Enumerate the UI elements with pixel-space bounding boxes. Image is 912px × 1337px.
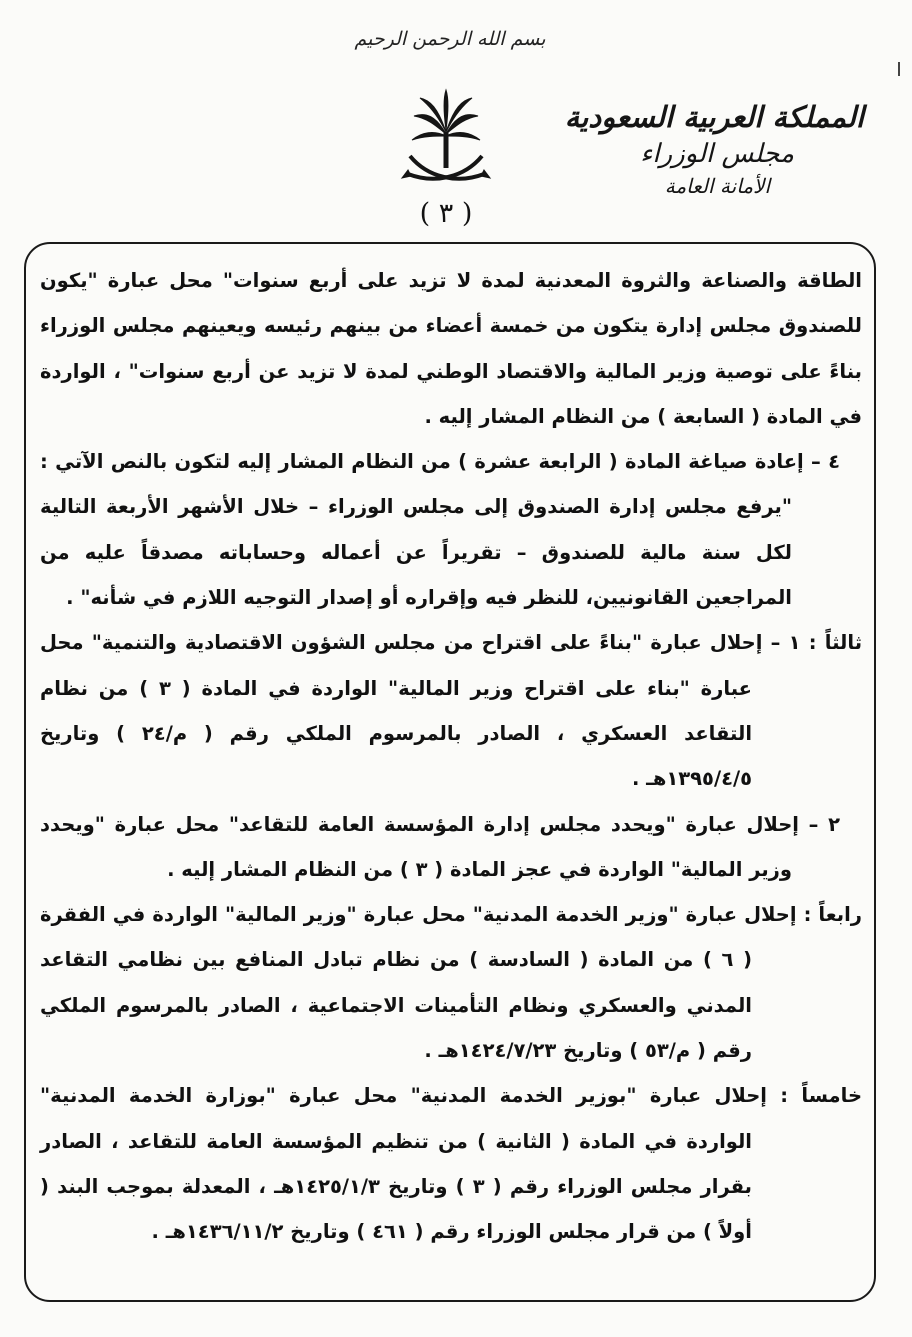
paragraph-third: ثالثاً : ١ – إحلال عبارة "بناءً على اقتراح من مجلس الشؤون الاقتصادية والتنمية" محل عبارة "بناء على اقتراح وزير المالية" الواردة في المادة ( ٣ ) من نظام التقاعد العسكري ، الصادر بالمرسوم الملكي رقم ( م/٢٤ ) وتاريخ ١٣٩٥/٤/٥هـ . — [40, 631, 863, 791]
paragraph-fourth: رابعاً : إحلال عبارة "وزير الخدمة المدنية" محل عبارة "وزير المالية" الواردة في الفقرة ( ٦ ) من المادة ( السادسة ) من نظام تبادل المنافع بين نظامي التقاعد المدني والعسكري ونظام التأمينات الاجتماعية ، الصادر بالمرسوم الملكي رقم ( م/٥٣ ) وتاريخ ١٤٢٤/٧/٢٣هـ . — [40, 903, 862, 1063]
letterhead-secretariat: الأمانة العامة — [664, 174, 770, 199]
basmala: بسم الله الرحمن الرحيم — [354, 28, 546, 50]
paragraph-third-item-2: ٢ – إحلال عبارة "ويحدد مجلس إدارة المؤسسة العامة للتقاعد" محل عبارة "ويحدد وزير المالية" الواردة في عجز المادة ( ٣ ) من النظام المشار إليه . — [40, 812, 840, 881]
saudi-emblem-palm-swords-icon — [396, 86, 496, 196]
letterhead-council: مجلس الوزراء — [640, 139, 794, 170]
letterhead — [564, 98, 864, 201]
margin-mark — [898, 62, 900, 76]
paragraph-item-4: ٤ – إعادة صياغة المادة ( الرابعة عشرة ) من النظام المشار إليه لتكون بالنص الآتي : "يرفع مجلس إدارة الصندوق إلى مجلس الوزراء – خلال الأشهر الأربعة التالية لكل سنة مالية للصندوق – تقريراً عن أعماله وحساباته مصدقاً عليه من المراجعين القانونيين، للنظر فيه وإقراره أو إصدار التوجيه اللازم في شأنه" . — [40, 450, 840, 610]
document-body — [40, 258, 862, 1255]
paragraph-continuation: الطاقة والصناعة والثروة المعدنية لمدة لا تزيد على أربع سنوات" محل عبارة "يكون للصندوق مجلس إدارة يتكون من خمسة أعضاء من بينهم رئيسه ويعينهم مجلس الوزراء بناءً على توصية وزير المالية والاقتصاد الوطني لمدة لا تزيد عن أربع سنوات" ، الواردة في المادة ( السابعة ) من النظام المشار إليه . — [40, 269, 862, 428]
letterhead-kingdom: المملكة العربية السعودية — [564, 100, 864, 134]
paragraph-fifth: خامساً : إحلال عبارة "بوزير الخدمة المدنية" محل عبارة "بوزارة الخدمة المدنية" الواردة في المادة ( الثانية ) من تنظيم المؤسسة العامة للتقاعد ، الصادر بقرار مجلس الوزراء رقم ( ٣ ) وتاريخ ١٤٢٥/١/٣هـ ، المعدلة بموجب البند ( أولاً ) من قرار مجلس الوزراء رقم ( ٤٦١ ) وتاريخ ١٤٣٦/١١/٢هـ . — [40, 1084, 862, 1244]
page-number: ( ٣ ) — [419, 198, 473, 229]
